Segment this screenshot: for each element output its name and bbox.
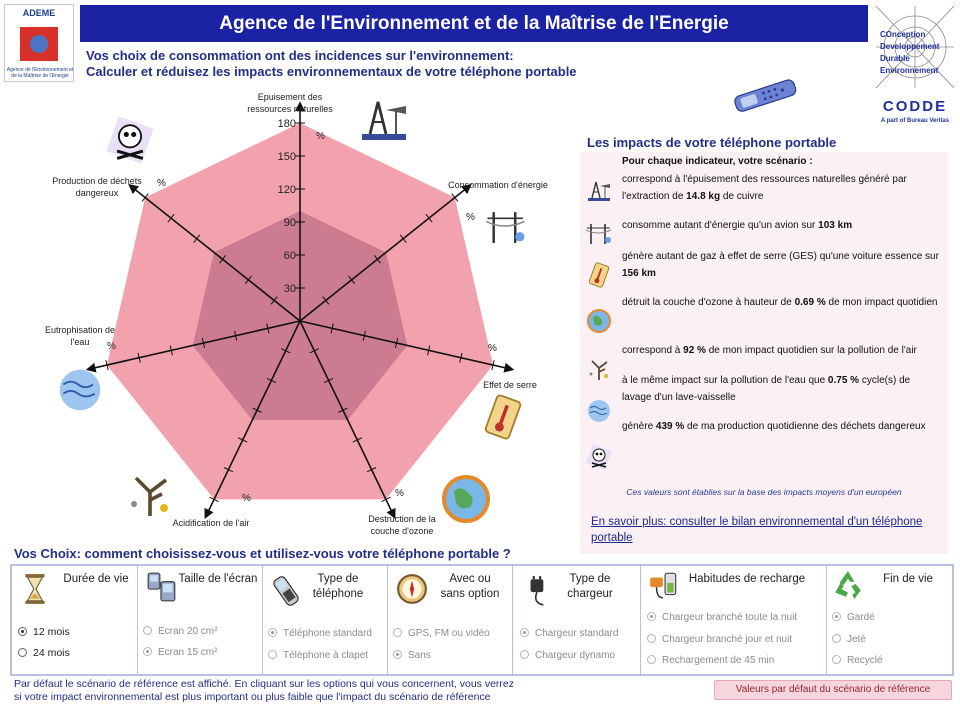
radar-unit-label: % [242, 493, 251, 504]
impacts-intro: Pour chaque indicateur, votre scénario : [622, 156, 813, 167]
option-duree-2[interactable] [18, 647, 70, 659]
water-wave-icon [586, 398, 612, 424]
option-label: 24 mois [33, 647, 70, 659]
choices-divider [826, 566, 827, 674]
option-duree-1[interactable] [18, 626, 70, 638]
option-fin-2[interactable] [832, 634, 866, 645]
choice-title-recharge: Habitudes de recharge [688, 573, 806, 585]
choice-title-chargeur: Type de chargeur [567, 573, 613, 600]
radar-axis-label-2: Consommation d'énergie [448, 180, 548, 190]
ademe-globe-icon [20, 27, 58, 61]
radar-tick-label: 30 [283, 283, 296, 295]
water-wave-icon [60, 370, 101, 411]
mobile-phone-icon [728, 78, 800, 112]
radar-axis-label-1: Epuisement des ressources naturelles [247, 92, 333, 114]
choices-divider [640, 566, 641, 674]
option-label: Chargeur branché jour et nuit [662, 634, 793, 645]
impacts-note: Ces valeurs sont établies sur la base des impacts moyens d'un européen [626, 487, 902, 497]
oil-derrick-icon [586, 178, 612, 204]
choices-divider [387, 566, 388, 674]
radar-chart [20, 88, 580, 538]
phone-type-icon [270, 574, 302, 613]
impact-item-1: correspond à l'épuisement des ressources naturelles généré par l'extraction de 14.8 kg de cuivre [622, 174, 907, 202]
impacts-title: Les impacts de votre téléphone portable [587, 135, 837, 150]
subtitle-line-1: Vos choix de consommation ont des incidences sur l'environnement: [86, 48, 514, 63]
option-fin-3[interactable] [832, 655, 883, 666]
oil-derrick-icon [362, 102, 406, 140]
radio-button[interactable] [520, 628, 529, 637]
radio-button[interactable] [647, 612, 656, 621]
option-label: Téléphone à clapet [283, 650, 369, 661]
more-info-link[interactable]: En savoir plus: consulter le bilan environnemental d'un téléphone portable [591, 516, 923, 544]
choice-title-option: Avec ou sans option [440, 573, 500, 600]
radio-button[interactable] [832, 634, 841, 643]
option-label: Téléphone standard [283, 628, 372, 639]
reset-defaults-button[interactable]: Valeurs par défaut du scénario de référence [714, 680, 952, 700]
impact-item-5: correspond à 92 % de mon impact quotidien sur la pollution de l'air [622, 345, 917, 356]
radar-axis-label-3: Effet de serre [483, 380, 537, 390]
radar-unit-label: % [488, 343, 497, 354]
ademe-logo-tagline: Agence de l'Environnement et de la Maîtrise de l'Energie [6, 67, 74, 79]
option-chargeur-1[interactable] [520, 628, 618, 639]
radio-button[interactable] [832, 612, 841, 621]
power-lines-icon [486, 212, 524, 243]
option-label: Ecran 15 cm² [158, 647, 218, 658]
radio-button[interactable] [143, 626, 152, 635]
option-label: Chargeur branché toute la nuit [662, 612, 798, 623]
radio-button[interactable] [393, 650, 402, 659]
impact-value: 156 km [622, 268, 656, 279]
option-fin-1[interactable] [832, 612, 875, 623]
impact-item-3: génère autant de gaz à effet de serre (GES) qu'une voiture essence sur 156 km [622, 251, 939, 279]
radar-tick-label: 120 [277, 184, 296, 196]
dead-tree-icon [131, 478, 168, 516]
option-label: Ecran 20 cm² [158, 626, 218, 637]
charger-icon [522, 574, 554, 613]
option-recharge-2[interactable] [647, 634, 792, 645]
radio-button[interactable] [268, 650, 277, 659]
impact-item-4: détruit la couche d'ozone à hauteur de 0.69 % de mon impact quotidien [622, 297, 938, 308]
footer-note-line-1: Par défaut le scénario de référence est affiché. En cliquant sur les options qui vous concernent, vous verrez [14, 678, 515, 690]
option-ecran-1[interactable] [143, 626, 217, 637]
radar-unit-label: % [107, 341, 116, 352]
impact-value: 0.69 % [794, 297, 826, 308]
radar-axis-label-4: Destruction de la couche d'ozone [368, 514, 436, 536]
skull-icon [586, 444, 612, 470]
impact-value: 103 km [818, 220, 853, 231]
impact-value: 92 % [683, 345, 706, 356]
radio-button[interactable] [393, 628, 402, 637]
radar-tick-label: 60 [283, 250, 296, 262]
subtitle-line-2: Calculer et réduisez les impacts environnementaux de votre téléphone portable [86, 64, 577, 79]
choice-title-duree: Durée de vie [63, 573, 129, 585]
radar-unit-label: % [395, 488, 404, 499]
power-lines-icon [586, 220, 612, 246]
option-option-2[interactable] [393, 650, 431, 661]
option-label: 12 mois [33, 626, 70, 638]
option-label: Chargeur standard [535, 628, 619, 639]
recycle-icon [832, 568, 864, 607]
footer-note [14, 678, 514, 704]
screen-size-icon [146, 570, 178, 609]
thermometer-icon [586, 262, 612, 288]
option-type-1[interactable] [268, 628, 372, 639]
option-recharge-1[interactable] [647, 612, 797, 623]
ozone-globe-icon [444, 477, 488, 521]
option-label: Gardé [847, 612, 875, 623]
option-chargeur-2[interactable] [520, 650, 615, 661]
hourglass-icon [20, 572, 52, 611]
codde-tagline: A part of Bureau Veritas [880, 118, 950, 124]
option-ecran-2[interactable] [143, 647, 217, 658]
option-type-2[interactable] [268, 650, 368, 661]
radar-axis-label-5: Acidification de l'air [172, 518, 250, 528]
ademe-logo [4, 4, 74, 82]
radio-button[interactable] [520, 650, 529, 659]
thermometer-icon [485, 394, 522, 439]
radar-tick-label: 180 [277, 118, 296, 130]
impact-item-2: consomme autant d'énergie qu'un avion sur 103 km [622, 220, 853, 231]
radar-unit-label: % [316, 131, 325, 142]
choice-title-ecran: Taille de l'écran [178, 573, 258, 585]
page-title: Agence de l'Environnement et de la Maîtrise de l'Energie [80, 5, 868, 42]
codde-word-3: Durable [880, 54, 910, 63]
radio-button[interactable] [18, 648, 27, 657]
plug-battery-icon [648, 568, 680, 607]
option-label: Rechargement de 45 min [662, 655, 775, 666]
codde-word-2: Developpement [880, 42, 940, 51]
impact-item-7: génère 439 % de ma production quotidienne des déchets dangereux [622, 421, 926, 432]
option-label: Chargeur dynamo [535, 650, 616, 661]
radar-axis-label-7: Production de déchets dangereux [52, 176, 142, 198]
choice-title-type: Type de téléphone [312, 573, 364, 600]
option-label: Jeté [847, 634, 866, 645]
impact-item-6: à le même impact sur la pollution de l'eau que 0.75 % cycle(s) de lavage d'un lave-vaisselle [622, 375, 911, 403]
ademe-logo-name: ADEME [22, 8, 56, 18]
codde-name: CODDE [882, 98, 948, 115]
option-label: Recyclé [847, 655, 883, 666]
option-recharge-3[interactable] [647, 655, 774, 666]
codde-logo [872, 4, 958, 126]
radio-button[interactable] [18, 627, 27, 636]
radio-button[interactable] [647, 634, 656, 643]
skull-icon [106, 116, 153, 163]
impact-value: 0.75 % [827, 375, 860, 386]
footer-note-line-2: si votre impact environnemental est plus important ou plus faible que l'impact du scénario de référence [14, 691, 491, 703]
radio-button[interactable] [268, 628, 277, 637]
radio-button[interactable] [143, 647, 152, 656]
codde-word-4: Environnement [880, 66, 939, 75]
choices-divider [137, 566, 138, 674]
impact-value: 14.8 kg [686, 191, 721, 202]
option-label: GPS, FM ou vidéo [408, 628, 490, 639]
radio-button[interactable] [647, 655, 656, 664]
ozone-globe-icon [586, 308, 612, 334]
choices-divider [512, 566, 513, 674]
radar-tick-label: 150 [277, 151, 296, 163]
radar-axis-label-6: Eutrophisation de l'eau [44, 325, 116, 347]
radar-tick-label: 90 [283, 217, 296, 229]
dead-tree-icon [586, 356, 612, 382]
choice-title-fin: Fin de vie [883, 573, 933, 585]
impact-value: 439 % [655, 421, 685, 432]
choices-title: Vos Choix: comment choisissez-vous et utilisez-vous votre téléphone portable ? [14, 546, 511, 561]
radar-unit-label: % [157, 178, 166, 189]
radio-button[interactable] [832, 655, 841, 664]
compass-icon [396, 572, 428, 611]
option-label: Sans [408, 650, 431, 661]
radar-unit-label: % [466, 212, 475, 223]
codde-word-1: COnception [880, 30, 926, 39]
option-option-1[interactable] [393, 628, 490, 639]
choices-divider [262, 566, 263, 674]
